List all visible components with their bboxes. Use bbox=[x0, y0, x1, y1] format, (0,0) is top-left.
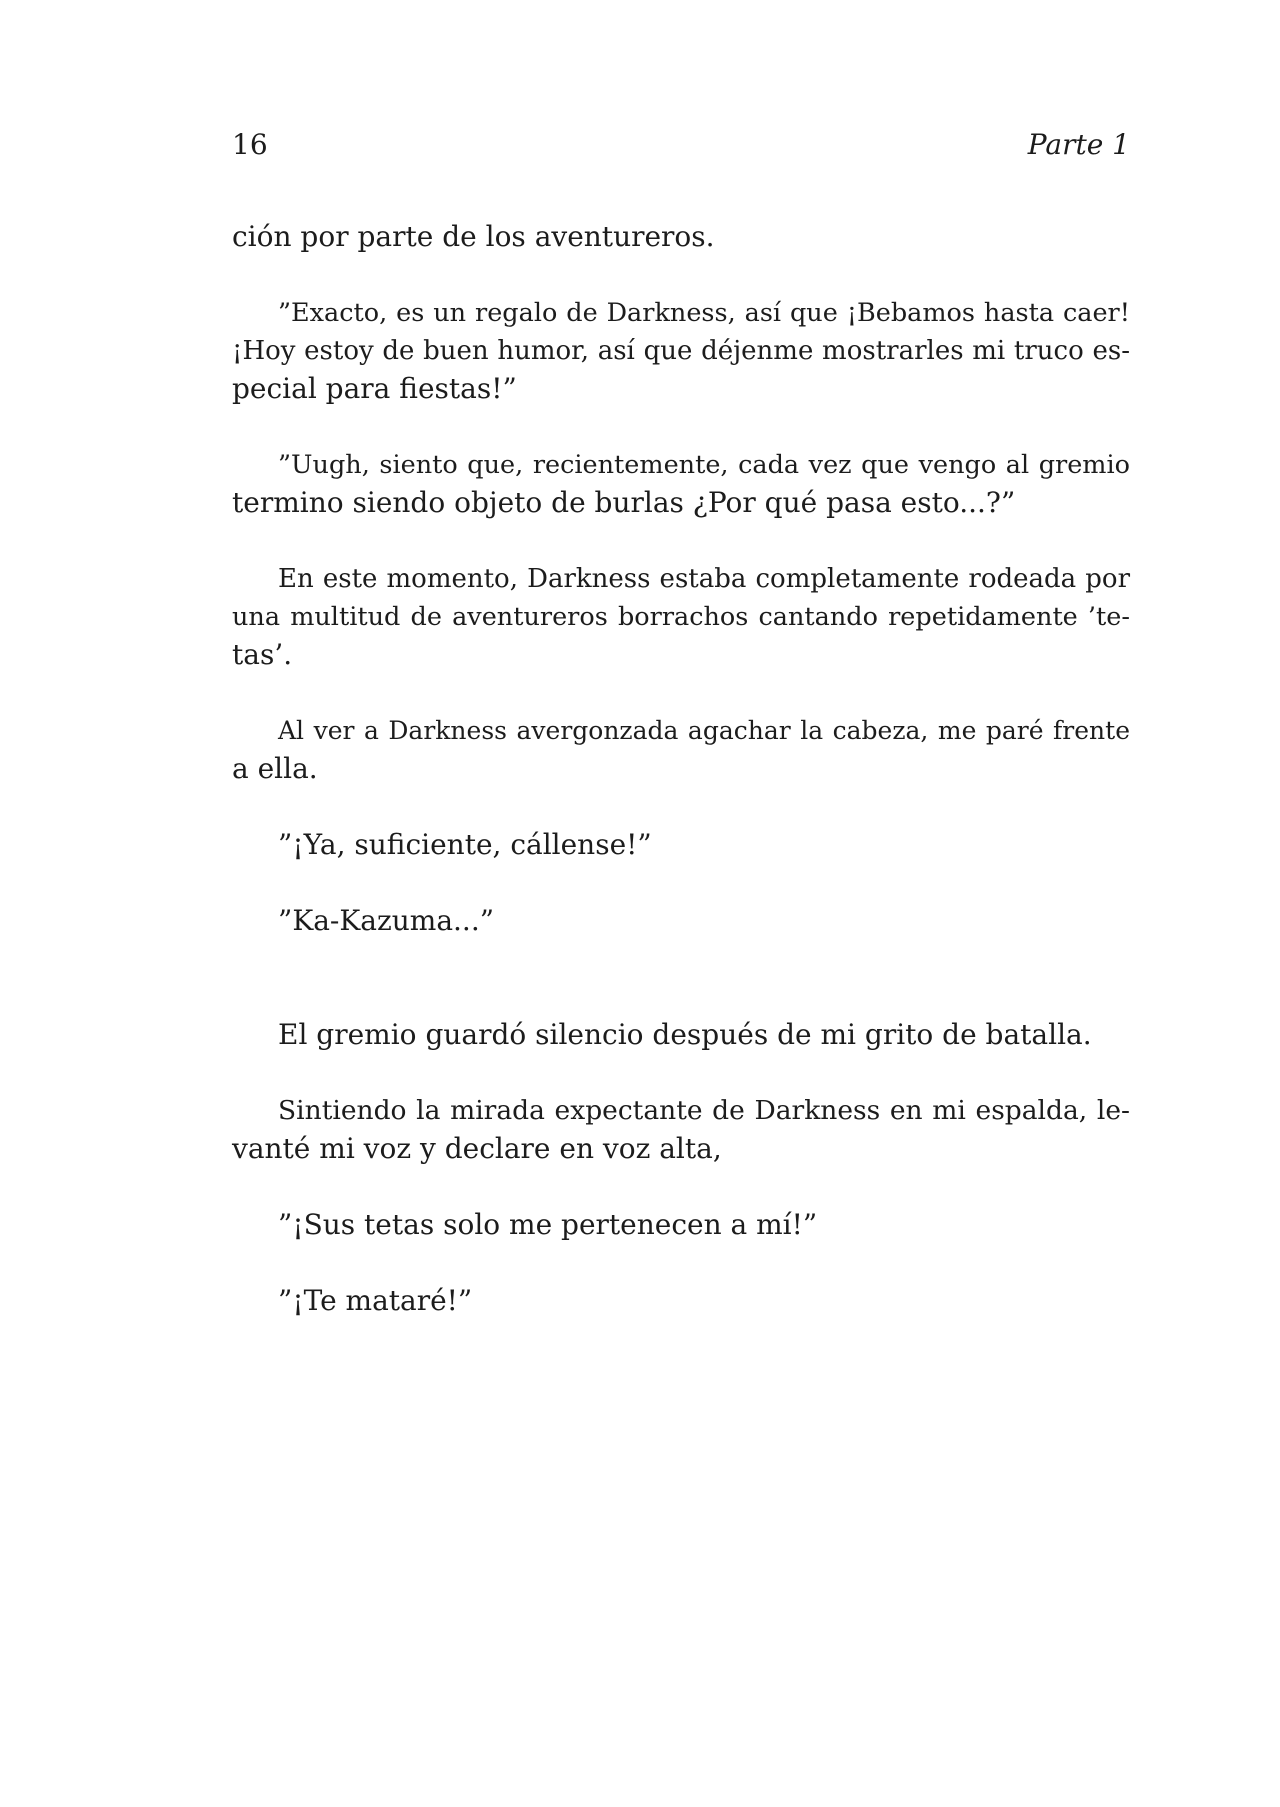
text-line: ”¡Sus tetas solo me pertenecen a mí!” bbox=[278, 1208, 818, 1241]
text-line: ”¡Te mataré!” bbox=[278, 1284, 473, 1317]
text-line: Al ver a Darkness avergonzada agachar la cabeza, me paré frente bbox=[278, 716, 1130, 745]
paragraph bbox=[232, 826, 1130, 864]
paragraph bbox=[232, 1092, 1130, 1168]
text-line: pecial para fiestas!” bbox=[232, 372, 517, 405]
paragraph bbox=[232, 294, 1130, 408]
paragraph bbox=[232, 1016, 1130, 1054]
text-line: a ella. bbox=[232, 752, 318, 785]
paragraph bbox=[232, 1206, 1130, 1244]
paragraph bbox=[232, 218, 1130, 256]
text-line: vanté mi voz y declare en voz alta, bbox=[232, 1132, 722, 1165]
paragraph bbox=[232, 1282, 1130, 1320]
text-line: una multitud de aventureros borrachos cantando repetidamente ’te- bbox=[232, 602, 1130, 632]
running-head: Parte 1 bbox=[1027, 128, 1130, 161]
text-line: ”¡Ya, suficiente, cállense!” bbox=[278, 828, 652, 861]
page-number: 16 bbox=[232, 128, 268, 161]
text-line: tas’. bbox=[232, 638, 293, 671]
text-line: ción por parte de los aventureros. bbox=[232, 220, 715, 253]
text-line: El gremio guardó silencio después de mi grito de batalla. bbox=[278, 1018, 1092, 1051]
paragraph bbox=[232, 712, 1130, 788]
paragraph bbox=[232, 560, 1130, 674]
body-text bbox=[232, 218, 1130, 1358]
text-line: termino siendo objeto de burlas ¿Por qué pasa esto...?” bbox=[232, 486, 1016, 519]
text-line: Sintiendo la mirada expectante de Darkness en mi espalda, le- bbox=[278, 1095, 1130, 1126]
paragraph bbox=[232, 446, 1130, 522]
text-line: ”Ka-Kazuma...” bbox=[278, 904, 495, 937]
text-line: En este momento, Darkness estaba completamente rodeada por bbox=[278, 564, 1130, 594]
paragraph bbox=[232, 902, 1130, 940]
text-line: ¡Hoy estoy de buen humor, así que déjenme mostrarles mi truco es- bbox=[232, 336, 1130, 366]
text-line: ”Uugh, siento que, recientemente, cada vez que vengo al gremio bbox=[278, 450, 1130, 480]
text-line: ”Exacto, es un regalo de Darkness, así que ¡Bebamos hasta caer! bbox=[278, 298, 1130, 328]
page-header bbox=[232, 126, 1130, 164]
